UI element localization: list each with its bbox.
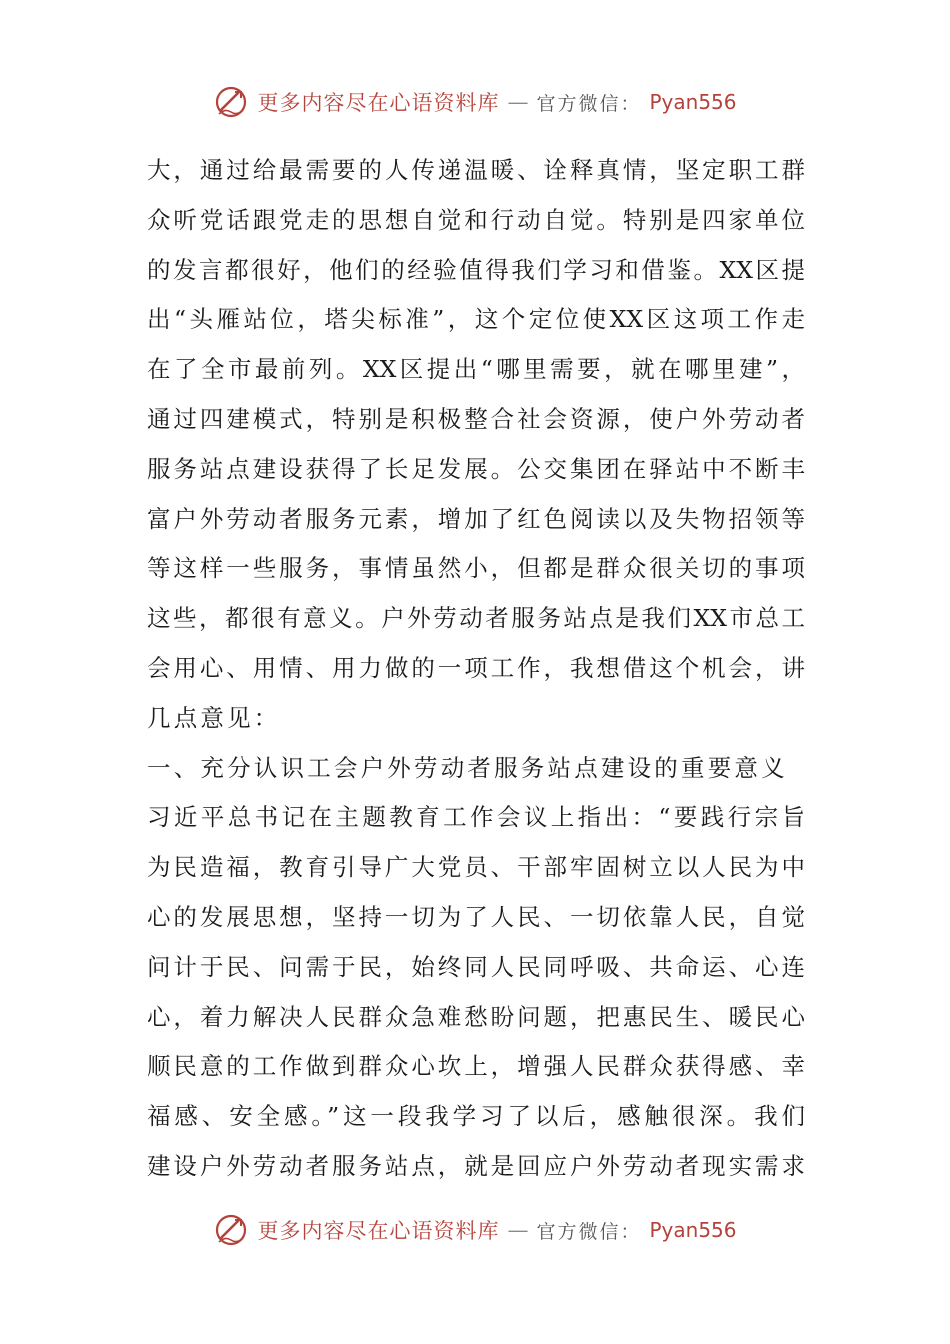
body-line: 这些，都很有意义。户外劳动者服务站点是我们XX市总工: [147, 604, 805, 633]
pen-circle-logo-icon: [213, 1212, 249, 1248]
body-line: 出“头雁站位，塔尖标准”，这个定位使XX区这项工作走: [147, 305, 805, 334]
body-line: 会用心、用情、用力做的一项工作，我想借这个机会，讲: [147, 653, 805, 682]
body-line: 通过四建模式，特别是积极整合社会资源，使户外劳动者: [147, 404, 805, 433]
body-line: 的发言都很好，他们的经验值得我们学习和借鉴。XX区提: [147, 255, 805, 284]
body-line: 顺民意的工作做到群众心坎上，增强人民群众获得感、幸: [147, 1052, 805, 1081]
pen-circle-logo-icon: [213, 84, 249, 120]
watermark-wechat-id: Pyan556: [649, 1218, 737, 1242]
watermark-brand-text: 更多内容尽在心语资料库: [257, 1219, 500, 1243]
watermark-official-label: 官方微信：: [536, 1220, 642, 1243]
body-line: 富户外劳动者服务元素，增加了红色阅读以及失物招领等: [147, 504, 805, 533]
body-line: 几点意见：: [147, 703, 281, 732]
section-heading: 一、充分认识工会户外劳动者服务站点建设的重要意义: [147, 753, 788, 782]
body-line: 福感、安全感。”这一段我学习了以后，感触很深。我们: [147, 1102, 805, 1131]
body-line: 大，通过给最需要的人传递温暖、诠释真情，坚定职工群: [147, 156, 805, 184]
body-line: 服务站点建设获得了长足发展。公交集团在驿站中不断丰: [147, 454, 805, 483]
footer-watermark-banner: [0, 1210, 950, 1250]
header-watermark-banner: [0, 82, 950, 122]
body-line: 建设户外劳动者服务站点，就是回应户外劳动者现实需求: [147, 1151, 805, 1180]
body-line: 习近平总书记在主题教育工作会议上指出：“要践行宗旨: [147, 803, 805, 832]
watermark-separator: —: [507, 90, 529, 114]
body-line: 为民造福，教育引导广大党员、干部牢固树立以人民为中: [147, 853, 805, 882]
body-line: 问计于民、问需于民，始终同人民同呼吸、共命运、心连: [147, 952, 805, 981]
watermark-brand-text: 更多内容尽在心语资料库: [257, 91, 500, 115]
document-body: [147, 146, 827, 1192]
body-line: 等这样一些服务，事情虽然小，但都是群众很关切的事项: [147, 554, 805, 583]
watermark-separator: —: [507, 1218, 529, 1242]
body-line: 心的发展思想，坚持一切为了人民、一切依靠人民，自觉: [147, 902, 805, 931]
body-line: 众听党话跟党走的思想自觉和行动自觉。特别是四家单位: [147, 205, 805, 234]
watermark-wechat-id: Pyan556: [649, 90, 737, 114]
body-line: 在了全市最前列。XX区提出“哪里需要，就在哪里建”，: [147, 355, 805, 384]
body-line: 心，着力解决人民群众急难愁盼问题，把惠民生、暖民心: [147, 1002, 805, 1031]
watermark-official-label: 官方微信：: [536, 92, 642, 115]
